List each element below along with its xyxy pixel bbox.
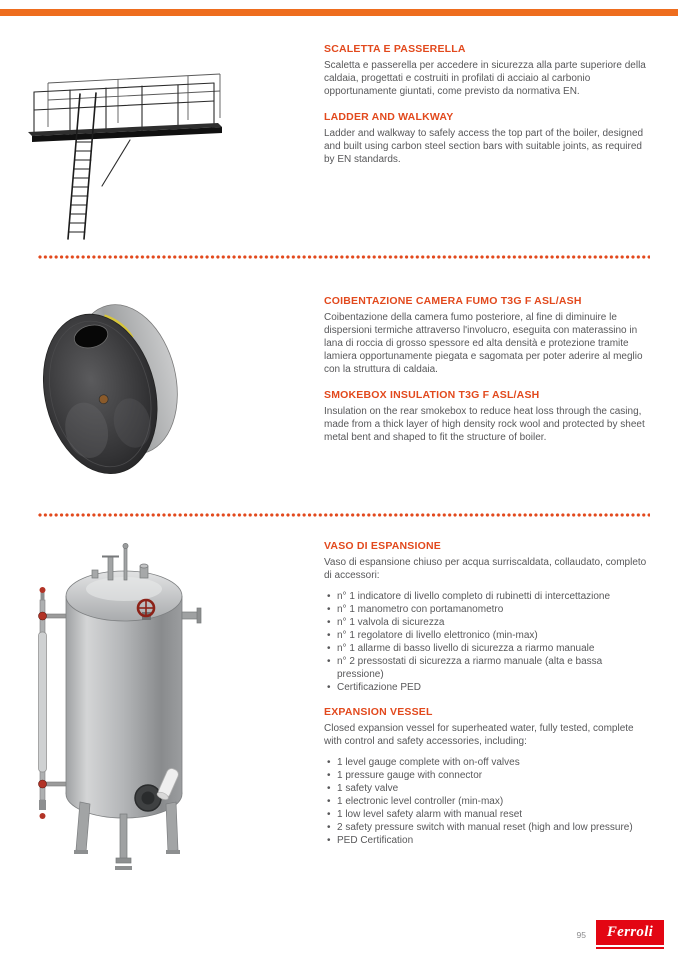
bullet-item: • n° 1 allarme di basso livello di sicurezza a riarmo manuale [324, 642, 650, 655]
heading-en-ladder: LADDER AND WALKWAY [324, 111, 454, 123]
bullet-item: • n° 1 regolatore di livello elettronico (min-max) [324, 629, 650, 642]
level-gauge [39, 587, 69, 819]
bullet-item: • 1 safety valve [324, 782, 650, 795]
body-it-smokebox: Coibentazione della camera fumo posteriore, al fine di diminuire le dispersioni termiche attraverso l'involucro, eseguita con materassino in lana di roccia di grosso spessore ed alta densità e protezione tramite lamiera opportunamente piegata e sagomata per poter aderire al meglio con la struttura di caldaia. [324, 312, 643, 375]
ferroli-logo-box [596, 920, 664, 945]
body-en-vessel: Closed expansion vessel for superheated water, fully tested, complete with control and safety accessories, including: [324, 723, 634, 747]
bullet-item: • PED Certification [324, 834, 650, 847]
ladder-walkway-illustration [22, 36, 224, 242]
heading-it-ladder: SCALETTA E PASSERELLA [324, 43, 466, 55]
bullet-list-en [324, 756, 650, 847]
body-en-smokebox: Insulation on the rear smokebox to reduce heat loss through the casing, made from a thick layer of high density rock wool and protected by sheet metal bent and shaped to fit the structure of boiler. [324, 406, 645, 443]
body-it-ladder: Scaletta e passerella per accedere in sicurezza alla parte superiore della caldaia, progettati e costruiti in profilati di acciaio al carbonio opportunamente giuntati, come previsto da normativa EN. [324, 60, 646, 97]
section-smokebox-insulation [324, 295, 650, 457]
bullet-item: • 2 safety pressure switch with manual reset (high and low pressure) [324, 821, 650, 834]
heading-en-vessel: EXPANSION VESSEL [324, 706, 433, 718]
expansion-vessel-drawing [20, 536, 218, 884]
smokebox-insulation-illustration [28, 292, 190, 490]
ferroli-logo-underline [596, 947, 664, 949]
page-number: 95 [576, 929, 586, 940]
ferroli-logo-text: Ferroli [606, 924, 654, 940]
expansion-vessel-illustration [20, 536, 218, 884]
bullet-list-it [324, 590, 650, 694]
bullet-item: • 1 low level safety alarm with manual reset [324, 808, 650, 821]
bullet-item: • n° 2 pressostati di sicurezza a riarmo manuale (alta e bassa pressione) [324, 655, 650, 681]
top-accent-bar [0, 9, 678, 16]
section-ladder-walkway [324, 43, 650, 179]
bullet-item: • Certificazione PED [324, 681, 650, 694]
body-it-vessel: Vaso di espansione chiuso per acqua surriscaldata, collaudato, completo di accessori: [324, 557, 647, 581]
bullet-item: • n° 1 manometro con portamanometro [324, 603, 650, 616]
body-en-ladder: Ladder and walkway to safely access the top part of the boiler, designed and built using carbon steel section bars with suitable joints, as required by EN standards. [324, 128, 644, 165]
ladder-walkway-drawing [22, 36, 224, 242]
heading-en-smokebox: SMOKEBOX INSULATION T3G F ASL/ASH [324, 389, 540, 401]
section-expansion-vessel [324, 540, 650, 859]
bullet-item: • n° 1 indicatore di livello completo di rubinetti di intercettazione [324, 590, 650, 603]
heading-it-vessel: VASO DI ESPANSIONE [324, 540, 441, 552]
bullet-item: • 1 level gauge complete with on-off valves [324, 756, 650, 769]
dotted-divider [38, 255, 650, 259]
page-footer [577, 920, 664, 949]
bullet-item: • 1 electronic level controller (min-max) [324, 795, 650, 808]
heading-it-smokebox: COIBENTAZIONE CAMERA FUMO T3G F ASL/ASH [324, 295, 582, 307]
bullet-item: • n° 1 valvola di sicurezza [324, 616, 650, 629]
bullet-item: • 1 pressure gauge with connector [324, 769, 650, 782]
ferroli-logo [596, 920, 664, 949]
dotted-divider [38, 513, 650, 517]
smokebox-drawing [28, 292, 190, 490]
